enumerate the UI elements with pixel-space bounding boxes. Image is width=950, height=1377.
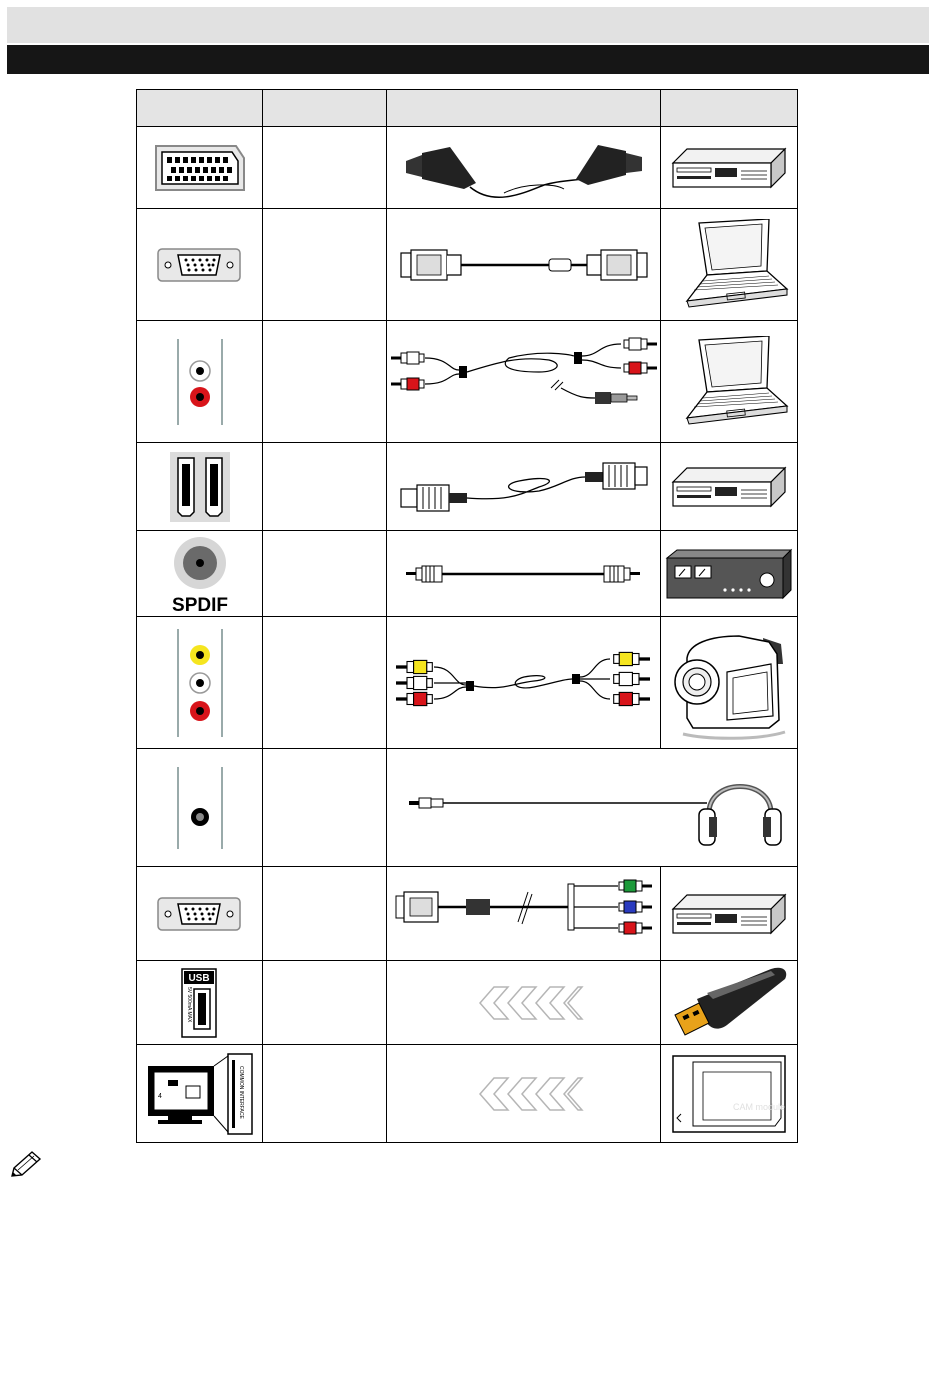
- cable-cell: [387, 531, 661, 617]
- usb-power-label: 5V 500mA MAX: [185, 986, 192, 1022]
- table-row: [137, 127, 798, 209]
- connector-cell: [137, 1045, 263, 1143]
- coaxial-cable-icon: [404, 559, 644, 589]
- connector-name-cell: [263, 321, 387, 443]
- pencil-note-icon: [8, 1150, 44, 1180]
- laptop-icon: [669, 336, 789, 428]
- spdif-socket-icon: [155, 533, 245, 615]
- vga-cable-icon: [399, 245, 649, 285]
- av-rca-cable-icon: [394, 643, 654, 723]
- hdmi-cable-icon: [399, 457, 649, 517]
- cable-cell: [387, 321, 661, 443]
- cable-cell: [387, 749, 798, 867]
- device-cell: [661, 961, 798, 1045]
- connection-table: [136, 89, 798, 1143]
- scart-cable-icon: [404, 133, 644, 203]
- column-header-device: [661, 90, 798, 127]
- connector-cell: [137, 617, 263, 749]
- hdmi-sockets-icon: [168, 450, 232, 524]
- device-cell: [661, 443, 798, 531]
- insert-arrows-icon: [464, 1074, 584, 1114]
- scart-socket-icon: [152, 140, 248, 196]
- device-cell: [661, 531, 798, 617]
- connector-name-cell: [263, 443, 387, 531]
- cable-cell: [387, 1045, 661, 1143]
- vga-to-component-cable-icon: [392, 874, 656, 954]
- top-header-band: [7, 7, 929, 43]
- connector-name-cell: [263, 867, 387, 961]
- spdif-label: SPDIF: [171, 594, 228, 615]
- device-cell: [661, 127, 798, 209]
- connector-name-cell: [263, 749, 387, 867]
- headphone-jack-icon: [170, 763, 230, 853]
- connector-cell: [137, 209, 263, 321]
- table-row: [137, 443, 798, 531]
- connector-cell: [137, 867, 263, 961]
- connector-cell: [137, 443, 263, 531]
- connector-name-cell: [263, 127, 387, 209]
- audio-rca-to-jack-cable-icon: [389, 332, 659, 432]
- cable-cell: [387, 209, 661, 321]
- section-title-bar: [7, 45, 929, 74]
- device-cell: [661, 209, 798, 321]
- table-row: [137, 1045, 798, 1143]
- av-input-icon: [170, 627, 230, 739]
- device-cell: [661, 1045, 798, 1143]
- camcorder-icon: [669, 624, 789, 742]
- connector-cell: [137, 961, 263, 1045]
- table-row: [137, 749, 798, 867]
- connector-name-cell: [263, 209, 387, 321]
- column-header-type: [263, 90, 387, 127]
- connector-name-cell: [263, 617, 387, 749]
- ci-slot-label: COMMON INTERFACE: [237, 1065, 244, 1119]
- table-row: [137, 209, 798, 321]
- vga-socket-icon: [156, 245, 244, 285]
- cable-cell: [387, 867, 661, 961]
- table-row: [137, 961, 798, 1045]
- column-header-cables: [387, 90, 661, 127]
- table-row: [137, 617, 798, 749]
- ypbpr-vga-socket-icon: [156, 894, 244, 934]
- audio-amplifier-icon: [665, 548, 793, 600]
- table-row: [137, 321, 798, 443]
- dvd-recorder-icon: [671, 466, 787, 508]
- device-cell: [661, 321, 798, 443]
- connector-name-cell: [263, 1045, 387, 1143]
- cable-cell: [387, 617, 661, 749]
- connector-name-cell: [263, 531, 387, 617]
- svg-text:4: 4: [157, 1092, 162, 1100]
- tv-rear-ci-slot-icon: [144, 1052, 256, 1136]
- connector-cell: [137, 531, 263, 617]
- table-header-row: [137, 90, 798, 127]
- cable-cell: [387, 961, 661, 1045]
- dvd-recorder-icon: [671, 893, 787, 935]
- cam-module-label: CAM module: [732, 1101, 786, 1112]
- usb-stick-icon: [667, 963, 791, 1043]
- insert-arrows-icon: [464, 983, 584, 1023]
- connector-cell: [137, 749, 263, 867]
- dvd-recorder-icon: [671, 147, 787, 189]
- table-row: [137, 867, 798, 961]
- laptop-icon: [669, 219, 789, 311]
- usb-label: USB: [187, 972, 210, 984]
- device-cell: [661, 867, 798, 961]
- pc-audio-in-icon: [170, 335, 230, 429]
- connector-name-cell: [263, 961, 387, 1045]
- cable-cell: [387, 443, 661, 531]
- connector-cell: [137, 127, 263, 209]
- cable-cell: [387, 127, 661, 209]
- headphone-cable-icon: [397, 763, 787, 853]
- cam-module-icon: [671, 1054, 787, 1134]
- table-row: [137, 531, 798, 617]
- usb-port-icon: [180, 967, 220, 1039]
- device-cell: [661, 617, 798, 749]
- column-header-connector: [137, 90, 263, 127]
- connector-cell: [137, 321, 263, 443]
